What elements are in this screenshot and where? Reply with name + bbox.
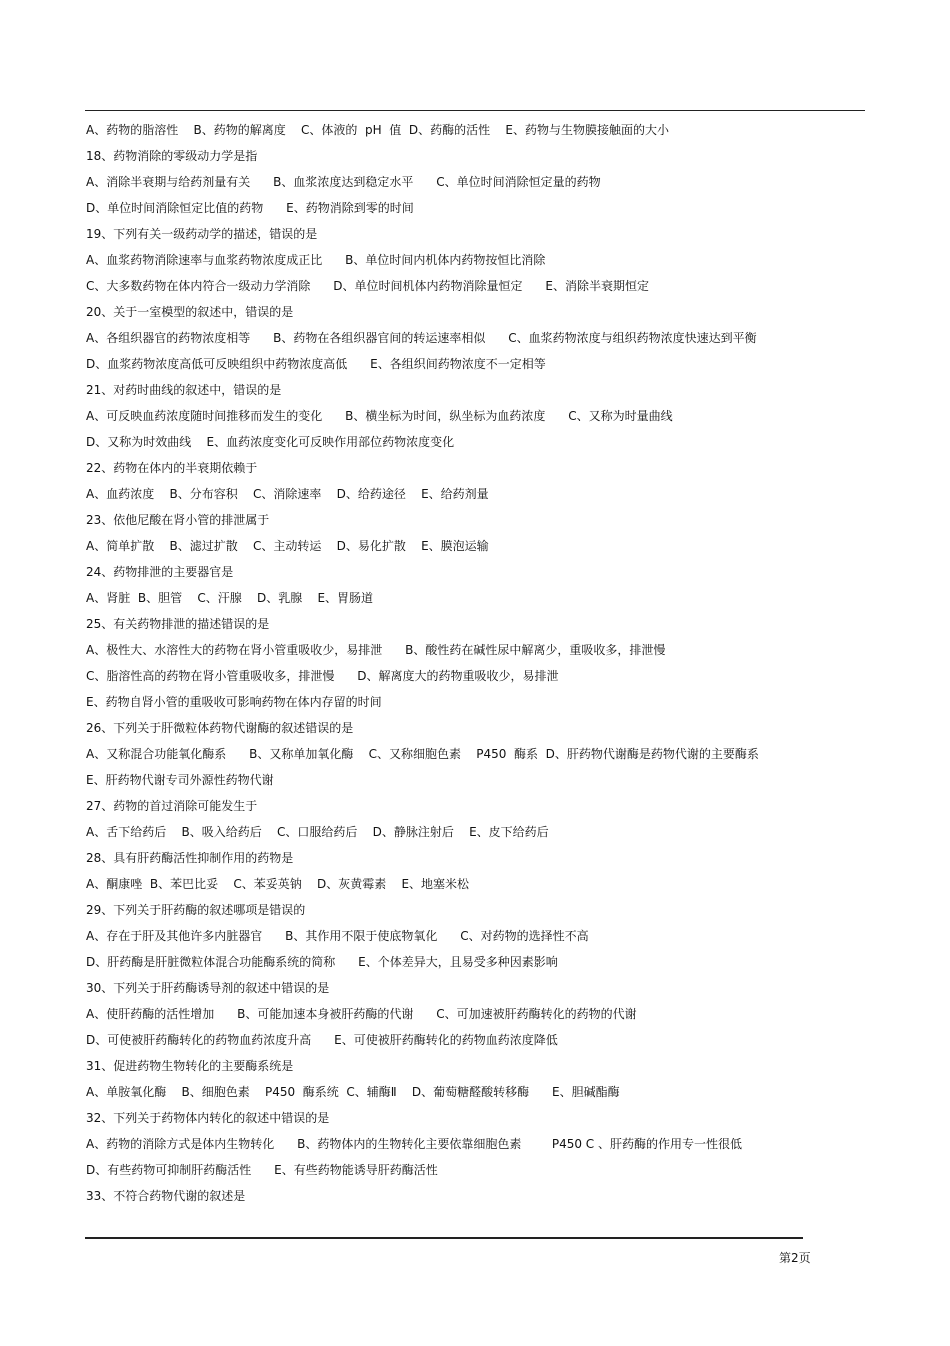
text-line: A、单胺氧化酶 B、细胞色素 P450 酶系统 C、辅酶Ⅱ D、葡萄糖醛酸转移酶 E、胆碱酯酶	[86, 1085, 620, 1099]
page-number: 第2页	[779, 1251, 811, 1265]
text-line: C、脂溶性高的药物在肾小管重吸收多，排泄慢 D、解离度大的药物重吸收少，易排泄	[86, 669, 559, 683]
text-line: A、消除半衰期与给药剂量有关 B、血浆浓度达到稳定水平 C、单位时间消除恒定量的药物	[86, 175, 601, 189]
text-line: 31、促进药物生物转化的主要酶系统是	[86, 1059, 294, 1073]
text-line: 25、有关药物排泄的描述错误的是	[86, 617, 270, 631]
text-line: A、可反映血药浓度随时间推移而发生的变化 B、横坐标为时间，纵坐标为血药浓度 C、又称为时量曲线	[86, 409, 673, 423]
text-line: D、血浆药物浓度高低可反映组织中药物浓度高低 E、各组织间药物浓度不一定相等	[86, 357, 546, 371]
text-line: 32、下列关于药物体内转化的叙述中错误的是	[86, 1111, 330, 1125]
text-line: A、极性大、水溶性大的药物在肾小管重吸收少，易排泄 B、酸性药在碱性尿中解离少，重吸收多，排泄慢	[86, 643, 666, 657]
text-line: A、酮康唑 B、苯巴比妥 C、苯妥英钠 D、灰黄霉素 E、地塞米松	[86, 877, 470, 891]
text-line: 21、对药时曲线的叙述中，错误的是	[86, 383, 282, 397]
text-line: 19、下列有关一级药动学的描述，错误的是	[86, 227, 318, 241]
question-list	[86, 117, 876, 1209]
text-line: 26、下列关于肝微粒体药物代谢酶的叙述错误的是	[86, 721, 354, 735]
text-line: 18、药物消除的零级动力学是指	[86, 149, 258, 163]
text-line: A、使肝药酶的活性增加 B、可能加速本身被肝药酶的代谢 C、可加速被肝药酶转化的药物的代谢	[86, 1007, 637, 1021]
text-line: A、又称混合功能氧化酶系 B、又称单加氧化酶 C、又称细胞色素 P450 酶系 D、肝药物代谢酶是药物代谢的主要酶系	[86, 747, 759, 761]
text-line: 20、关于一室模型的叙述中，错误的是	[86, 305, 294, 319]
footer-rule	[85, 1237, 803, 1239]
text-line: A、各组织器官的药物浓度相等 B、药物在各组织器官间的转运速率相似 C、血浆药物浓度与组织药物浓度快速达到平衡	[86, 331, 757, 345]
text-line: 30、下列关于肝药酶诱导剂的叙述中错误的是	[86, 981, 330, 995]
text-line: 24、药物排泄的主要器官是	[86, 565, 234, 579]
text-line: 27、药物的首过消除可能发生于	[86, 799, 258, 813]
text-line: A、舌下给药后 B、吸入给药后 C、口服给药后 D、静脉注射后 E、皮下给药后	[86, 825, 549, 839]
text-line: D、单位时间消除恒定比值的药物 E、药物消除到零的时间	[86, 201, 414, 215]
text-line: 28、具有肝药酶活性抑制作用的药物是	[86, 851, 294, 865]
text-line: 22、药物在体内的半衰期依赖于	[86, 461, 258, 475]
text-line: D、可使被肝药酶转化的药物血药浓度升高 E、可使被肝药酶转化的药物血药浓度降低	[86, 1033, 558, 1047]
text-line: D、肝药酶是肝脏微粒体混合功能酶系统的简称 E、个体差异大，且易受多种因素影响	[86, 955, 558, 969]
text-line: A、药物的消除方式是体内生物转化 B、药物体内的生物转化主要依靠细胞色素 P450 C 、肝药酶的作用专一性很低	[86, 1137, 742, 1151]
text-line: C、大多数药物在体内符合一级动力学消除 D、单位时间机体内药物消除量恒定 E、消除半衰期恒定	[86, 279, 649, 293]
text-line: A、血浆药物消除速率与血浆药物浓度成正比 B、单位时间内机体内药物按恒比消除	[86, 253, 546, 267]
text-line: A、简单扩散 B、滤过扩散 C、主动转运 D、易化扩散 E、膜泡运输	[86, 539, 489, 553]
text-line: E、药物自肾小管的重吸收可影响药物在体内存留的时间	[86, 695, 382, 709]
text-line: E、肝药物代谢专司外源性药物代谢	[86, 773, 274, 787]
text-line: D、有些药物可抑制肝药酶活性 E、有些药物能诱导肝药酶活性	[86, 1163, 438, 1177]
text-line: 29、下列关于肝药酶的叙述哪项是错误的	[86, 903, 306, 917]
text-line: D、又称为时效曲线 E、血药浓度变化可反映作用部位药物浓度变化	[86, 435, 455, 449]
header-rule	[85, 110, 865, 111]
text-line: 23、依他尼酸在肾小管的排泄属于	[86, 513, 270, 527]
text-line: A、血药浓度 B、分布容积 C、消除速率 D、给药途径 E、给药剂量	[86, 487, 489, 501]
text-line: A、存在于肝及其他许多内脏器官 B、其作用不限于使底物氧化 C、对药物的选择性不高	[86, 929, 589, 943]
text-line: A、肾脏 B、胆管 C、汗腺 D、乳腺 E、胃肠道	[86, 591, 374, 605]
text-line: A、药物的脂溶性 B、药物的解离度 C、体液的 pH 值 D、药酶的活性 E、药物与生物膜接触面的大小	[86, 123, 669, 137]
text-line: 33、不符合药物代谢的叙述是	[86, 1189, 246, 1203]
